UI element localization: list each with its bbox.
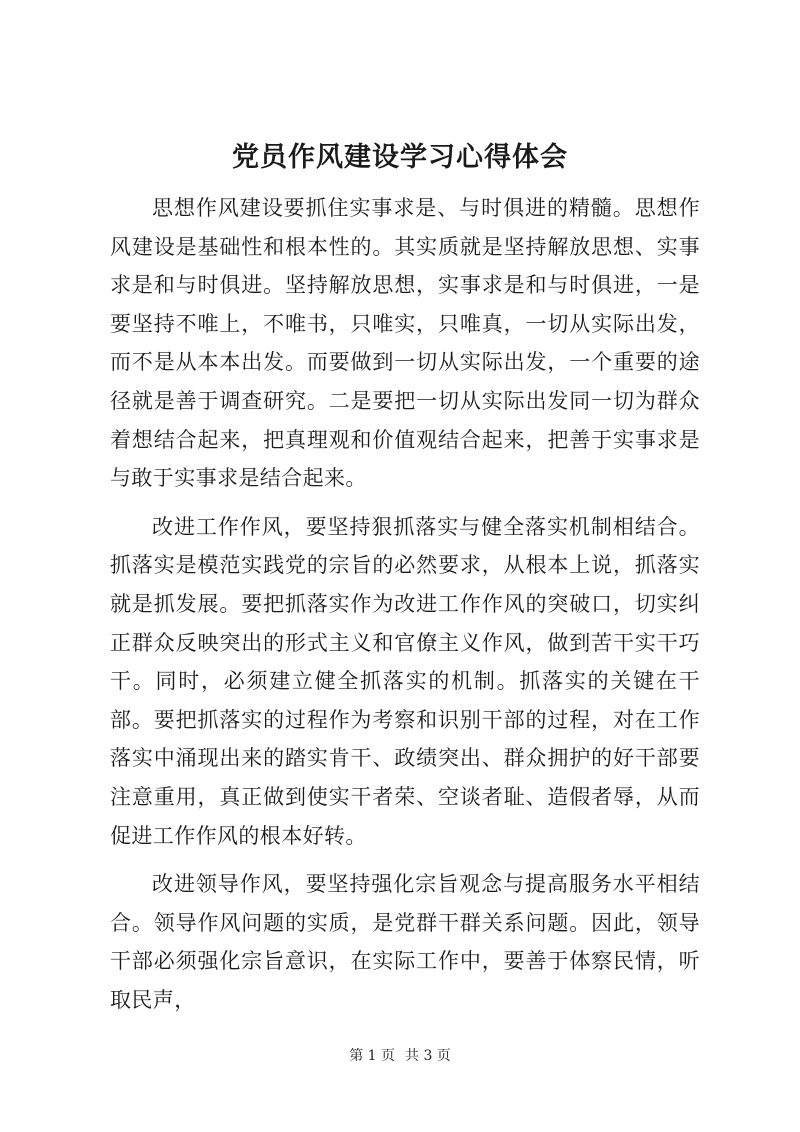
paragraph-leadership-style: 改进领导作风，要坚持强化宗旨观念与提高服务水平相结合。领导作风问题的实质，是党群干群关系问题。因此，领导干部必须强化宗旨意识，在实际工作中，要善于体察民情，听取民声， <box>110 872 700 1012</box>
page-footer <box>0 1046 800 1066</box>
page-total: 共 3 页 <box>405 1048 451 1064</box>
paragraph-thought-style: 思想作风建设要抓住实事求是、与时俱进的精髓。思想作风建设是基础性和根本性的。其实质就是坚持解放思想、实事求是和与时俱进。坚持解放思想，实事求是和与时俱进，一是要坚持不唯上，不唯书，只唯实，只唯真，一切从实际出发，而不是从本本出发。而要做到一切从实际出发，一个重要的途径就是善于调查研究。二是要把一切从实际出发同一切为群众着想结合起来，把真理观和价值观结合起来，把善于实事求是与敢于实事求是结合起来。 <box>110 196 700 491</box>
document-title: 党员作风建设学习心得体会 <box>232 142 568 173</box>
document-body <box>110 189 700 1019</box>
page-number: 第 1 页 <box>349 1048 395 1064</box>
paragraph-work-style: 改进工作作风，要坚持狠抓落实与健全落实机制相结合。抓落实是模范实践党的宗旨的必然要求，从根本上说，抓落实就是抓发展。要把抓落实作为改进工作作风的突破口，切实纠正群众反映突出的形式主义和官僚主义作风，做到苦干实干巧干。同时，必须建立健全抓落实的机制。抓落实的关键在干部。要把抓落实的过程作为考察和识别干部的过程，对在工作落实中涌现出来的踏实肯干、政绩突出、群众拥护的好干部要注意重用，真正做到使实干者荣、空谈者耻、造假者辱，从而促进工作作风的根本好转。 <box>110 514 700 848</box>
